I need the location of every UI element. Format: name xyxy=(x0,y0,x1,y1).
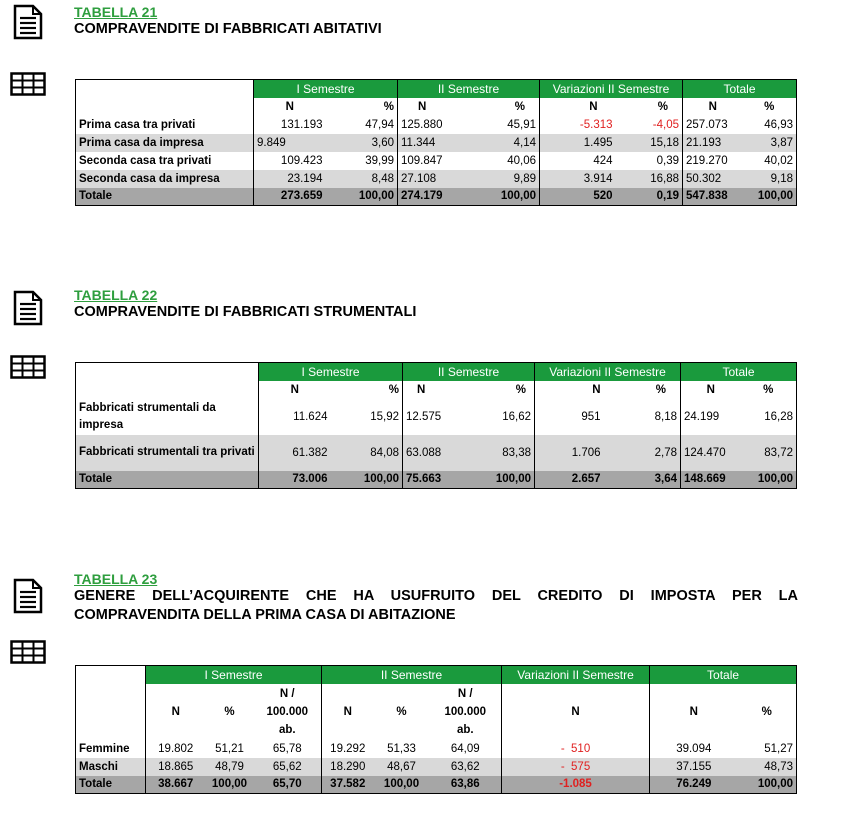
col-header: N xyxy=(403,381,471,399)
header-blank xyxy=(76,684,146,740)
cell: 100,00 xyxy=(470,188,540,206)
cell: 16,88 xyxy=(616,170,683,188)
cell: 273.659 xyxy=(254,188,326,206)
cell: 24.199 xyxy=(681,399,741,435)
header-blank xyxy=(76,381,259,399)
group-header: Variazioni II Semestre xyxy=(535,363,681,381)
table-row xyxy=(76,116,797,134)
cell: 100,00 xyxy=(471,471,535,489)
cell: 11.344 xyxy=(398,134,470,152)
cell: 84,08 xyxy=(331,435,403,471)
row-label: Totale xyxy=(76,471,259,489)
cell: 219.270 xyxy=(683,152,743,170)
col-header: N xyxy=(650,684,738,740)
col-header: N xyxy=(398,98,470,116)
row-label: Seconda casa tra privati xyxy=(79,154,212,167)
row-label: Seconda casa da impresa xyxy=(76,170,254,188)
cell: 39,99 xyxy=(365,154,394,167)
group-header: II Semestre xyxy=(398,80,540,98)
group-header: II Semestre xyxy=(322,666,502,684)
cell: 16,62 xyxy=(502,410,532,423)
tabella-22-heading xyxy=(74,287,798,322)
cell: 3.914 xyxy=(540,170,616,188)
table-row xyxy=(76,399,797,435)
table-row xyxy=(76,170,797,188)
cell: 16,28 xyxy=(764,410,794,423)
group-header: Variazioni II Semestre xyxy=(540,80,683,98)
cell: 63,86 xyxy=(430,776,502,794)
col-header: % xyxy=(655,383,667,396)
cell: 37.582 xyxy=(322,776,374,794)
cell: 3,60 xyxy=(326,134,398,152)
cell: 3,87 xyxy=(743,134,797,152)
col-header: % xyxy=(224,705,235,718)
table-row xyxy=(76,435,797,471)
cell: 9,89 xyxy=(470,170,540,188)
cell: -5.313 xyxy=(540,116,616,134)
tabella-22 xyxy=(75,362,797,489)
col-header: % xyxy=(764,100,775,113)
cell: 48,67 xyxy=(374,758,430,776)
table-icon xyxy=(10,355,46,379)
cell: 2,78 xyxy=(615,435,681,471)
cell: 19.802 xyxy=(146,740,206,758)
cell: 38.667 xyxy=(146,776,206,794)
tabella-23 xyxy=(75,665,797,794)
cell: 63,62 xyxy=(430,758,502,776)
row-label: Prima casa tra privati xyxy=(79,118,196,131)
cell: 100,00 xyxy=(326,188,398,206)
cell: 1.706 xyxy=(535,435,615,471)
table-title: GENERE DELL’ACQUIRENTE CHE HA USUFRUITO DEL CREDITO DI IMPOSTA PER LA COMPRAVENDITA DELLA PRIMA CASA DI ABITAZIONE xyxy=(74,588,798,623)
row-label: Femmine xyxy=(79,742,130,755)
cell: 83,72 xyxy=(741,435,797,471)
tabella-21-heading xyxy=(74,4,798,39)
tabella-21 xyxy=(75,79,797,206)
cell: 63.088 xyxy=(403,435,471,471)
document-icon xyxy=(12,290,44,326)
cell: 48,79 xyxy=(206,758,254,776)
table-number: TABELLA 22 xyxy=(74,287,158,303)
cell: 9.849 xyxy=(254,134,326,152)
col-header: N xyxy=(540,98,616,116)
cell: 125.880 xyxy=(398,116,470,134)
row-label: Totale xyxy=(76,776,146,794)
tabella-23-heading xyxy=(74,571,798,625)
cell: 48,73 xyxy=(738,758,797,776)
cell: 257.073 xyxy=(683,116,743,134)
cell: 100,00 xyxy=(741,471,797,489)
cell: 19.292 xyxy=(322,740,374,758)
cell: 951 xyxy=(535,399,615,435)
cell: 100,00 xyxy=(743,188,797,206)
cell: 0,39 xyxy=(656,154,680,167)
table-row xyxy=(76,740,797,758)
cell: 21.193 xyxy=(683,134,743,152)
col-header: % xyxy=(657,100,669,113)
cell: 274.179 xyxy=(398,188,470,206)
cell: 45,91 xyxy=(507,118,537,131)
table-icon xyxy=(10,72,46,96)
row-label: Prima casa da impresa xyxy=(76,134,254,152)
header-blank xyxy=(76,363,259,381)
cell: 100,00 xyxy=(206,776,254,794)
group-header: I Semestre xyxy=(254,80,398,98)
cell: 100,00 xyxy=(738,776,797,794)
cell: -4,05 xyxy=(652,118,680,131)
total-row xyxy=(76,188,797,206)
row-label: Fabbricati strumentali tra privati xyxy=(76,435,259,471)
table-number: TABELLA 21 xyxy=(74,4,158,20)
table-number: TABELLA 23 xyxy=(74,571,158,587)
col-header: % xyxy=(514,100,526,113)
col-header: % xyxy=(388,383,399,396)
cell: 75.663 xyxy=(403,471,471,489)
row-label: Totale xyxy=(76,188,254,206)
cell: 51,33 xyxy=(387,742,416,755)
table-title: COMPRAVENDITE DI FABBRICATI ABITATIVI xyxy=(74,21,382,37)
row-label: Fabbricati strumentali da impresa xyxy=(79,401,216,431)
cell: 100,00 xyxy=(374,776,430,794)
cell: 51,21 xyxy=(215,742,244,755)
group-header: II Semestre xyxy=(403,363,535,381)
total-row xyxy=(76,471,797,489)
cell: 65,78 xyxy=(272,742,302,755)
cell: 1.495 xyxy=(540,134,616,152)
col-header: N / 100.000 ab. xyxy=(444,687,487,736)
cell: 64,09 xyxy=(450,742,480,755)
col-header: % xyxy=(383,100,394,113)
table-row xyxy=(76,134,797,152)
col-header: % xyxy=(763,383,774,396)
header-blank xyxy=(76,666,146,684)
cell: 109.847 xyxy=(398,152,470,170)
cell: 12.575 xyxy=(403,399,471,435)
cell: 547.838 xyxy=(683,188,743,206)
cell: 18.865 xyxy=(146,758,206,776)
cell: 76.249 xyxy=(650,776,738,794)
cell: 424 xyxy=(540,152,616,170)
row-label: Maschi xyxy=(76,758,146,776)
cell: - 575 xyxy=(502,758,650,776)
cell: 73.006 xyxy=(259,471,331,489)
total-row xyxy=(76,776,797,794)
cell: 11.624 xyxy=(259,399,331,435)
group-header: Totale xyxy=(683,80,797,98)
cell: 109.423 xyxy=(254,152,326,170)
col-header: N xyxy=(259,381,331,399)
cell: 50.302 xyxy=(683,170,743,188)
col-header: N xyxy=(683,98,743,116)
cell: 4,14 xyxy=(470,134,540,152)
col-header: N xyxy=(535,381,615,399)
cell: 18.290 xyxy=(322,758,374,776)
cell: 46,93 xyxy=(764,118,794,131)
col-header: % xyxy=(396,705,407,718)
cell: 61.382 xyxy=(259,435,331,471)
cell: -1.085 xyxy=(502,776,650,794)
cell: 51,27 xyxy=(764,742,794,755)
cell: 131.193 xyxy=(254,116,326,134)
document-icon xyxy=(12,578,44,614)
cell: 23.194 xyxy=(254,170,326,188)
cell: 83,38 xyxy=(471,435,535,471)
col-header: N xyxy=(146,684,206,740)
col-header: N xyxy=(502,684,650,740)
cell: 27.108 xyxy=(398,170,470,188)
cell: 100,00 xyxy=(331,471,403,489)
col-header: N xyxy=(254,98,326,116)
col-header: N xyxy=(322,684,374,740)
cell: 9,18 xyxy=(743,170,797,188)
cell: 8,18 xyxy=(654,410,678,423)
cell: 15,18 xyxy=(616,134,683,152)
cell: - 510 xyxy=(502,740,650,758)
group-header: Variazioni II Semestre xyxy=(502,666,650,684)
cell: 47,94 xyxy=(365,118,394,131)
cell: 65,62 xyxy=(254,758,322,776)
table-row xyxy=(76,152,797,170)
cell: 0,19 xyxy=(616,188,683,206)
cell: 15,92 xyxy=(370,410,399,423)
group-header: Totale xyxy=(650,666,797,684)
cell: 520 xyxy=(540,188,616,206)
header-blank xyxy=(76,80,254,98)
group-header: I Semestre xyxy=(146,666,322,684)
group-header: I Semestre xyxy=(259,363,403,381)
table-row xyxy=(76,758,797,776)
cell: 65,70 xyxy=(254,776,322,794)
col-header: % xyxy=(515,383,527,396)
table-title: COMPRAVENDITE DI FABBRICATI STRUMENTALI xyxy=(74,304,417,320)
col-header: N / 100.000 ab. xyxy=(266,687,309,736)
cell: 8,48 xyxy=(326,170,398,188)
header-blank xyxy=(76,98,254,116)
cell: 124.470 xyxy=(681,435,741,471)
col-header: % xyxy=(761,705,772,718)
cell: 40,06 xyxy=(507,154,537,167)
col-header: N xyxy=(681,381,741,399)
cell: 2.657 xyxy=(535,471,615,489)
cell: 39.094 xyxy=(650,740,738,758)
document-icon xyxy=(12,4,44,40)
group-header: Totale xyxy=(681,363,797,381)
cell: 37.155 xyxy=(650,758,738,776)
table-icon xyxy=(10,640,46,664)
cell: 3,64 xyxy=(615,471,681,489)
cell: 148.669 xyxy=(681,471,741,489)
cell: 40,02 xyxy=(764,154,794,167)
